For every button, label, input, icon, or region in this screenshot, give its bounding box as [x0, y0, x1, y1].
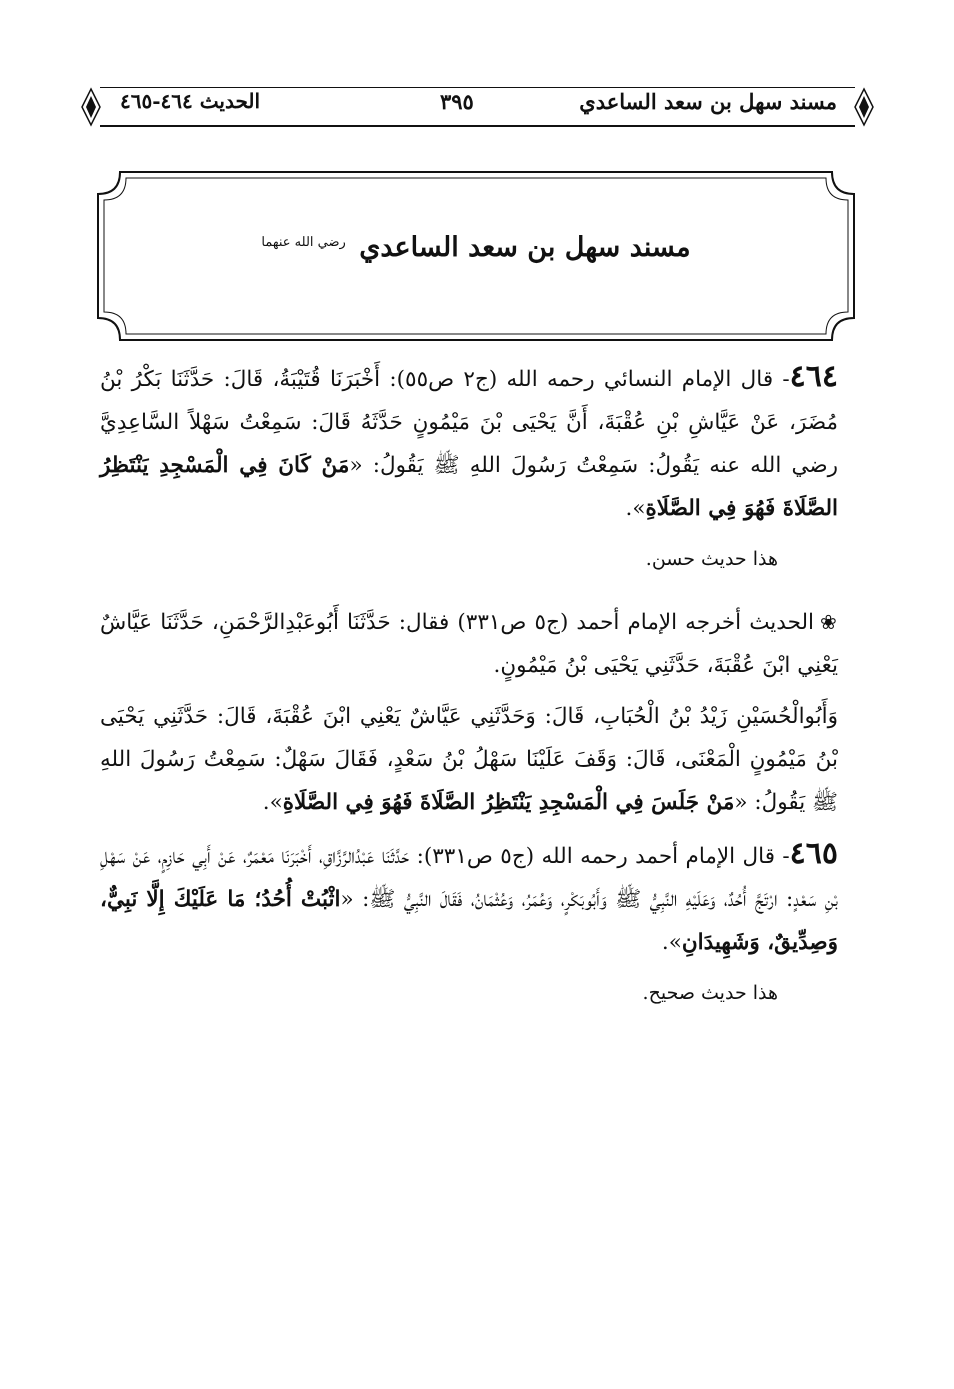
header-hadith-range: الحديث ٤٦٤-٤٦٥: [120, 89, 261, 113]
page-number: ٣٩٥: [440, 89, 474, 114]
hadith-grade: هذا حديث صحيح.: [642, 982, 778, 1004]
honorific-glyph: رضي الله عنهما: [261, 235, 346, 250]
hadith-number: ٤٦٥: [789, 836, 838, 871]
ornament-left-icon: [80, 87, 102, 127]
hadith-matn: مَنْ كَانَ فِي الْمَسْجِدِ يَنْتَظِرُ الصَّلَاةَ فَهُوَ فِي الصَّلَاةِ: [100, 453, 838, 521]
hadith-close: ».: [661, 930, 682, 955]
section-title: [96, 232, 856, 263]
hadith-grade: هذا حديث حسن.: [645, 548, 778, 570]
hadith-number: ٤٦٤: [789, 359, 839, 394]
page-body: [100, 355, 838, 1035]
running-header: [80, 85, 875, 129]
header-rule-bottom: [100, 125, 855, 127]
hadith-matn: اثْبُتْ أُحُدُ؛ مَا عَلَيْكَ إِلَّا نَبِيٌّ، وَصِدِّيقٌ، وَشَهِيدَانِ: [100, 887, 838, 955]
hadith-isnad: - قال الإمام النسائي رحمه الله (ج٢ ص٥٥): أَخْبَرَنَا قُتَيْبَةُ، قَالَ: حَدَّثَنَا بَكْرُ بْنُ مُضَرَ، عَنْ عَيَّاشِ بْنِ عُقْبَةَ، أَنَّ يَحْيَى بْنَ مَيْمُونٍ حَدَّثَهُ قَالَ: سَمِعْتُ سَهْلاً السَّاعِدِيَّ رضي الله عنه يَقُولُ: سَمِعْتُ رَسُولَ اللهِ ﷺ يَقُولُ: «: [100, 367, 838, 478]
section-title-box: [96, 170, 856, 342]
hadith-close: ».: [625, 496, 646, 521]
header-title: مسند سهل بن سعد الساعدي: [579, 89, 837, 114]
section-title-text: مسند سهل بن سعد الساعدي: [359, 232, 691, 263]
ornament-right-icon: [853, 87, 875, 127]
hadith-464: [100, 355, 838, 530]
takhrij-text: الحديث أخرجه الإمام أحمد (ج٥ ص٣٣١) فقال: حَدَّثَنَا أَبُوعَبْدِالرَّحْمَنِ، حَدَّثَنَا عَيَّاشٌ يَعْنِي ابْنَ عُقْبَةَ، حَدَّثَنِي يَحْيَى بْنُ مَيْمُونٍ.: [100, 610, 838, 678]
takhrij-isnad: وَأَبُوالْحُسَيْنِ زَيْدُ بْنُ الْحُبَابِ، قَالَ: وَحَدَّثَنِي عَيَّاشٌ يَعْنِي ابْنَ عُقْبَةَ، قَالَ: حَدَّثَنِي يَحْيَى بْنُ مَيْمُونٍ الْمَعْنَى، قَالَ: وَقَفَ عَلَيْنَا سَهْلُ بْنُ سَعْدٍ، فَقَالَ سَهْلٌ: سَمِعْتُ رَسُولَ اللهِ ﷺ يَقُولُ: «: [100, 704, 838, 815]
hadith-465: [100, 832, 838, 964]
takhrij-close: ».: [262, 790, 283, 815]
hadith-isnad: - قال الإمام أحمد رحمه الله (ج٥ ص٣٣١): حَدَّثَنَا عَبْدُالرَّزَّاقِ، أَخْبَرَنَا مَعْمَرٌ، عَنْ أَبِي حَازِمٍ، عَنْ سَهْلِ بْنِ سَعْدٍ: ارْتَجَّ أُحُدٌ، وَعَلَيْهِ النَّبِيُّ ﷺ وَأَبُوبَكْرٍ، وَعُمَرُ، وَعُثْمَانُ، فَقَالَ النَّبِيُّ ﷺ: «: [100, 844, 838, 912]
takhrij-matn: مَنْ جَلَسَ فِي الْمَسْجِدِ يَنْتَظِرُ الصَّلَاةَ فَهُوَ فِي الصَّلَاةِ: [282, 790, 735, 815]
takhrij-paragraph-1: [100, 601, 838, 687]
header-rule-top: [100, 87, 855, 88]
flower-icon: ❀: [819, 610, 838, 634]
takhrij-paragraph-2: [100, 695, 838, 824]
